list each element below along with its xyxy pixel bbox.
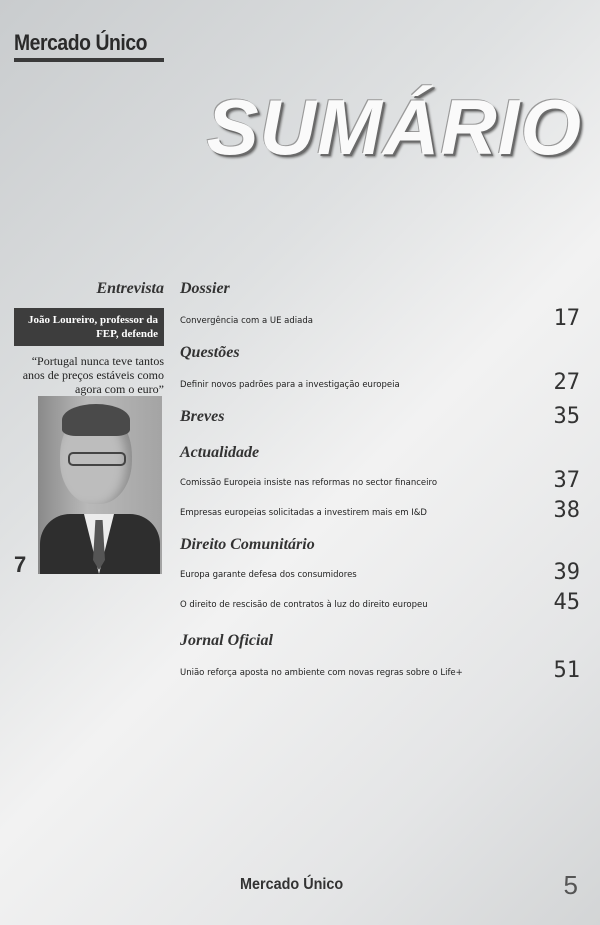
interview-quote: “Portugal nunca teve tantos anos de preços estáveis como agora com o euro” — [22, 354, 164, 396]
toc-entry-page: 51 — [553, 658, 580, 683]
page-title: SUMÁRIO — [206, 83, 582, 171]
toc-entry-page: 38 — [553, 498, 580, 523]
toc-entry-page: 45 — [553, 590, 580, 615]
photo-hair — [62, 404, 130, 436]
interviewee-photo — [38, 396, 162, 574]
section-label: Questões — [180, 344, 240, 361]
section-breves[interactable] — [180, 404, 580, 444]
toc-entry-title: União reforça aposta no ambiente com novas regras sobre o Life+ — [180, 668, 463, 678]
toc-entry[interactable] — [180, 498, 580, 528]
toc-entry[interactable] — [180, 306, 580, 336]
toc-entry-title: O direito de rescisão de contratos à luz do direito europeu — [180, 600, 428, 610]
toc-entry-title: Empresas europeias solicitadas a investirem mais em I&D — [180, 508, 427, 518]
toc-entry-page: 27 — [553, 370, 580, 395]
brand-underline — [14, 58, 164, 62]
toc-entry-title: Europa garante defesa dos consumidores — [180, 570, 357, 580]
toc-entry-title: Convergência com a UE adiada — [180, 316, 313, 326]
toc-entry-title: Definir novos padrões para a investigação europeia — [180, 380, 400, 390]
footer-page-number: 5 — [563, 870, 578, 900]
toc-entry-title: Comissão Europeia insiste nas reformas no sector financeiro — [180, 478, 438, 488]
section-dossier — [180, 280, 580, 344]
section-questoes — [180, 344, 580, 408]
toc-entry[interactable] — [180, 590, 580, 620]
toc-entry-page: 39 — [553, 560, 580, 585]
interview-label: Entrevista — [96, 280, 164, 297]
footer-brand: Mercado Único — [240, 876, 344, 893]
section-label: Direito Comunitário — [180, 536, 315, 553]
toc-entry — [554, 404, 581, 429]
toc-entry-page: 35 — [553, 404, 580, 429]
section-label: Breves — [180, 408, 225, 425]
section-label: Jornal Oficial — [180, 632, 273, 649]
section-actualidade — [180, 444, 580, 536]
contents-column — [180, 280, 580, 696]
section-jornal-oficial — [180, 632, 580, 696]
interview-byline: João Loureiro, professor da FEP, defende — [14, 308, 164, 346]
toc-entry[interactable] — [180, 370, 580, 400]
photo-glasses — [68, 452, 126, 466]
toc-entry[interactable] — [180, 560, 580, 590]
interview-page-number: 7 — [14, 552, 27, 577]
brand-logo: Mercado Único — [14, 30, 148, 55]
section-label: Actualidade — [180, 444, 260, 461]
toc-entry-page: 37 — [553, 468, 580, 493]
toc-entry[interactable] — [180, 658, 580, 688]
section-direito-comunitario — [180, 536, 580, 632]
section-label: Dossier — [180, 280, 230, 297]
toc-entry-page: 17 — [553, 306, 580, 331]
toc-entry[interactable] — [180, 468, 580, 498]
interview-column — [14, 280, 164, 396]
